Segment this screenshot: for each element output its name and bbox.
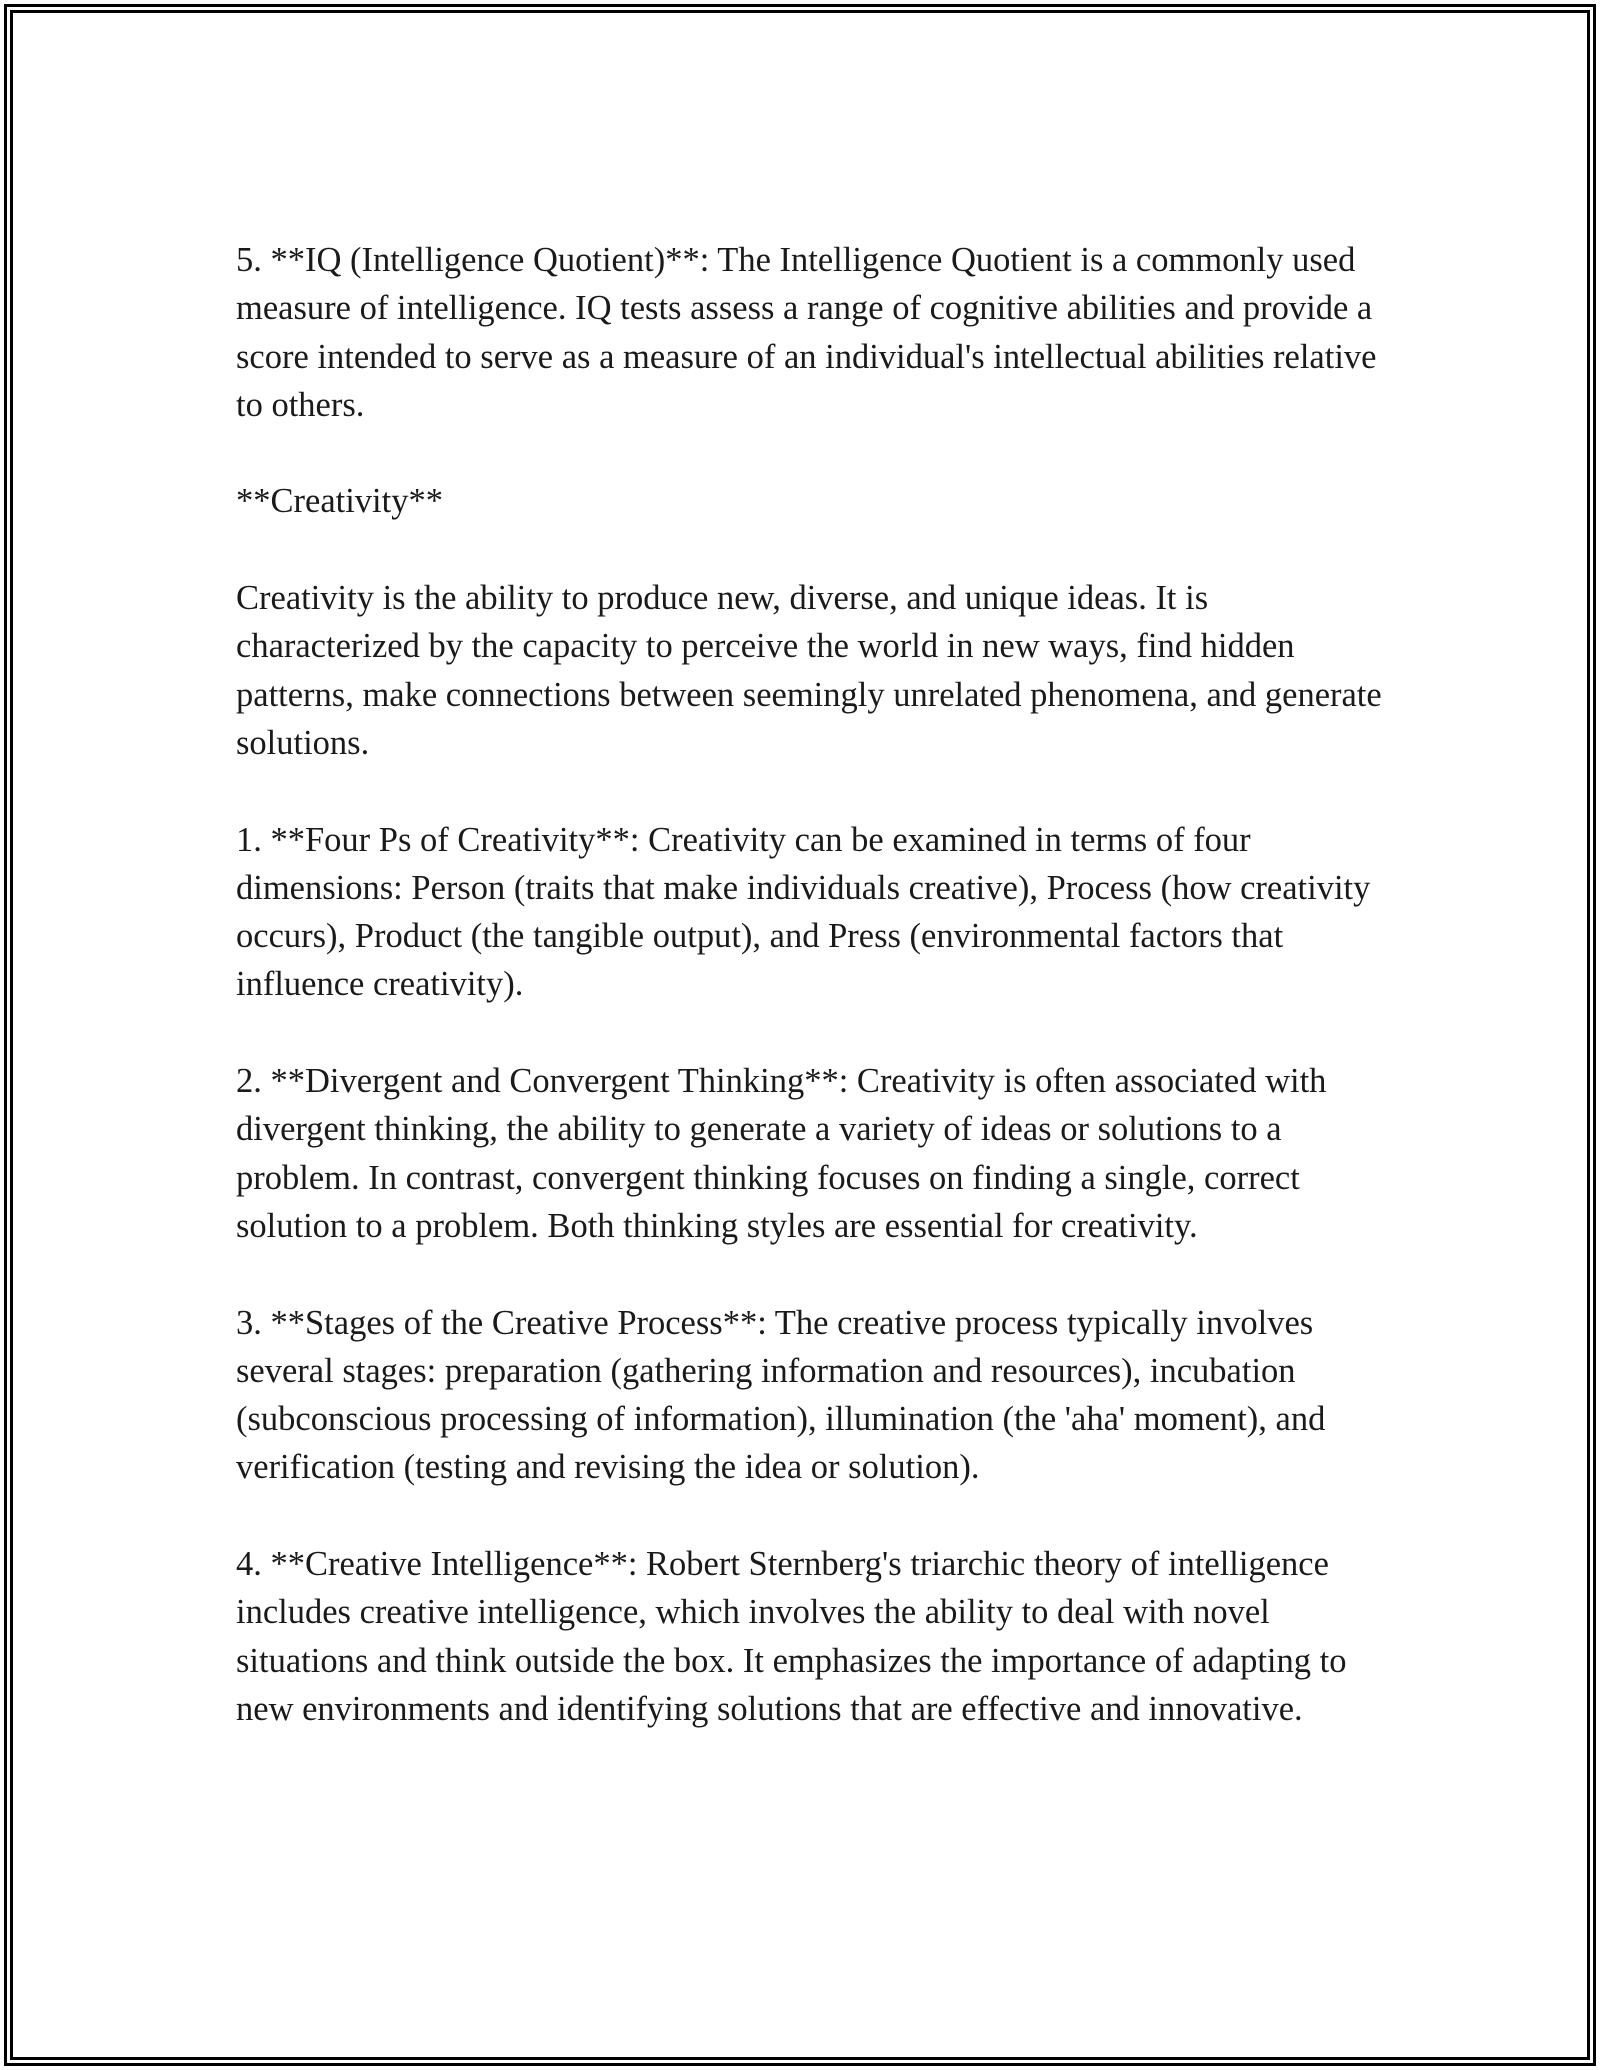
list-item-creative-intelligence: 4. **Creative Intelligence**: Robert Sternberg's triarchic theory of intelligence includes creative intelligence, which involves the ability to deal with novel situations and think outside the box. It emphasizes the importance of adapting to new environments and identifying solutions that are effective and innovative. [236, 1545, 1347, 1728]
list-item-creative-stages: 3. **Stages of the Creative Process**: The creative process typically involves several stages: preparation (gathering information and resources), incubation (subconscious processing of information), illumination (the 'aha' moment), and verification (testing and revising the idea or solution). [236, 1303, 1326, 1487]
document-body [236, 236, 1386, 1782]
list-item-four-ps: 1. **Four Ps of Creativity**: Creativity can be examined in terms of four dimensions: Person (traits that make individuals creative), Process (how creativity occurs), Product (the tangible output), and Press (environmental factors that influence creativity). [236, 820, 1371, 1004]
list-item-iq: 5. **IQ (Intelligence Quotient)**: The Intelligence Quotient is a commonly used measure of intelligence. IQ tests assess a range of cognitive abilities and provide a score intended to serve as a measure of an individual's intellectual abilities relative to others. [236, 241, 1377, 424]
creativity-intro-paragraph: Creativity is the ability to produce new, diverse, and unique ideas. It is characterized by the capacity to perceive the world in new ways, find hidden patterns, make connections between seemingly unrelated phenomena, and generate solutions. [236, 579, 1382, 762]
section-heading-creativity: **Creativity** [236, 482, 443, 521]
list-item-divergent-convergent: 2. **Divergent and Convergent Thinking**: Creativity is often associated with divergent thinking, the ability to generate a variety of ideas or solutions to a problem. In contrast, convergent thinking focuses on finding a single, correct solution to a problem. Both thinking styles are essential for creativity. [236, 1062, 1327, 1245]
